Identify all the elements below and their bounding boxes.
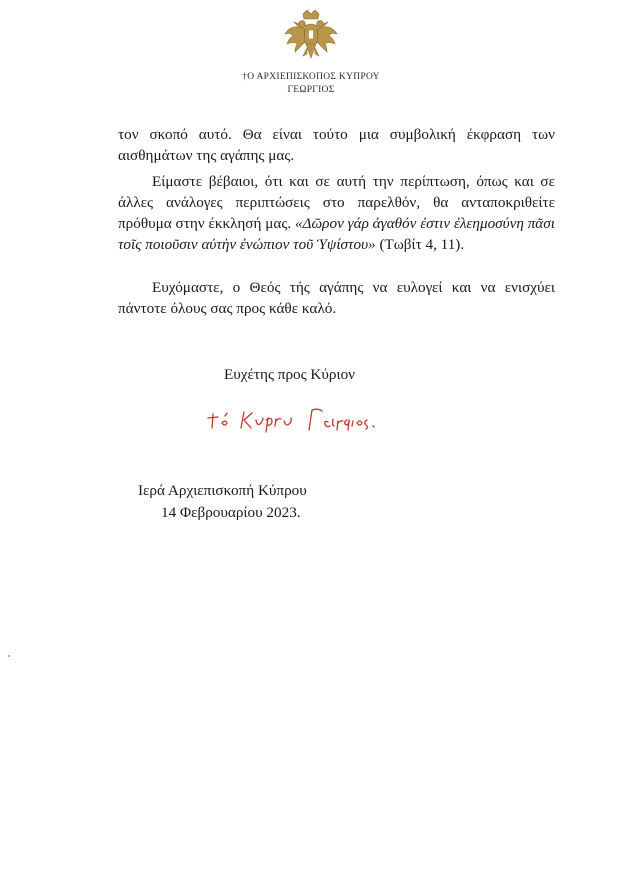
- closing-salutation: Ευχέτης προς Κύριον: [224, 366, 356, 383]
- double-headed-eagle-icon: [281, 8, 341, 66]
- letter-date: 14 Φεβρουαρίου 2023.: [161, 504, 301, 521]
- letter-body: [118, 124, 555, 319]
- letterhead-name: ΓΕΩΡΓΙΟΣ: [287, 85, 335, 95]
- paragraph-2: [118, 171, 555, 255]
- scan-speck: [8, 655, 10, 657]
- issuing-office: Ιερά Αρχιεπισκοπή Κύπρου: [138, 482, 307, 499]
- letterhead-title: †Ο ΑΡΧΙΕΠΙΣΚΟΠΟΣ ΚΥΠΡΟΥ: [242, 72, 380, 82]
- handwritten-signature: [200, 396, 420, 440]
- paragraph-3: Ευχόμαστε, ο Θεός τής αγάπης να ευλογεί και να ενισχύει πάντοτε όλους σας προς κάθε καλό.: [118, 279, 555, 317]
- letterhead: [0, 8, 622, 95]
- scripture-quote: «Δῶρον γάρ ἀγαθόν ἐστιν ἐλεημοσύνη πᾶσι τοῖς ποιοῦσιν αὐτὴν ἐνώπιον τοῦ Ὑψίστου»: [118, 215, 555, 253]
- paragraph-2-text: Είμαστε βέβαιοι, ότι και σε αυτή την περίπτωση, όπως και σε άλλες ανάλογες περιπτώσεις στο παρελθόν, θα ανταποκριθείτε πρόθυμα στην έκκλησή μας.: [118, 173, 555, 232]
- scripture-reference: (Τωβίτ 4, 11).: [375, 236, 465, 253]
- paragraph-1: τον σκοπό αυτό. Θα είναι τούτο μια συμβολική έκφραση των αισθημάτων της αγάπης μας.: [118, 126, 555, 164]
